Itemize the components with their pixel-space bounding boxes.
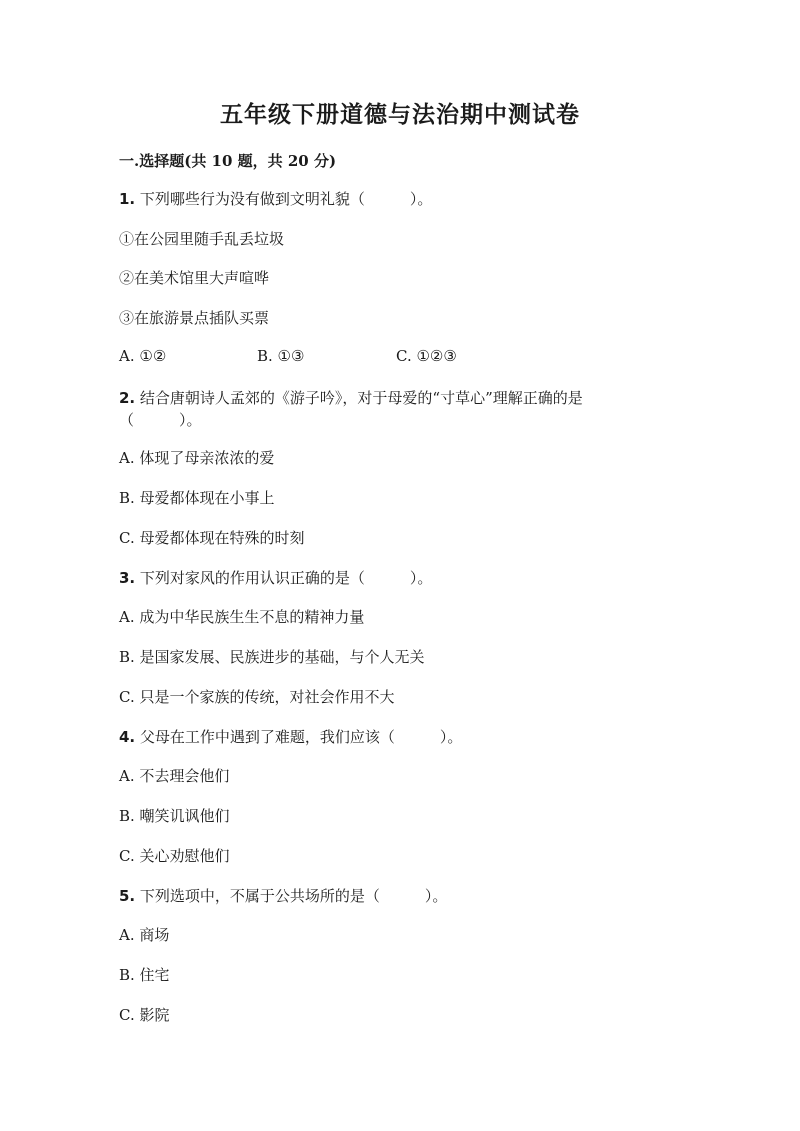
question-number: 2. xyxy=(119,389,136,407)
option-b: B. 住宅 xyxy=(119,966,170,984)
question-stem: 父母在工作中遇到了难题，我们应该（ ）。 xyxy=(139,728,463,746)
option-b: B. 母爱都体现在小事上 xyxy=(119,489,275,507)
question-2 xyxy=(119,387,583,408)
statement-3: ③在旅游景点插队买票 xyxy=(119,309,270,327)
question-3 xyxy=(119,567,432,588)
statement-2: ②在美术馆里大声喧哗 xyxy=(119,269,270,287)
question-number: 3. xyxy=(119,569,136,587)
question-stem: 下列选项中，不属于公共场所的是（ ）。 xyxy=(139,887,448,905)
option-a: A. 商场 xyxy=(119,926,170,944)
option-b: B. 嘲笑讥讽他们 xyxy=(119,807,230,825)
question-stem: 结合唐朝诗人孟郊的《游子吟》，对于母爱的“寸草心”理解正确的是 xyxy=(139,389,583,407)
option-c: C. ①②③ xyxy=(396,347,457,365)
question-number: 1. xyxy=(119,190,136,208)
option-c: C. 母爱都体现在特殊的时刻 xyxy=(119,529,305,547)
option-a: A. 成为中华民族生生不息的精神力量 xyxy=(119,608,365,626)
section-heading: 一.选择题(共 10 题，共 20 分) xyxy=(119,152,337,170)
question-stem-continued: （ ）。 xyxy=(119,411,202,429)
question-stem: 下列哪些行为没有做到文明礼貌（ ）。 xyxy=(139,190,433,208)
option-b: B. ①③ xyxy=(257,347,305,365)
option-c: C. 只是一个家族的传统，对社会作用不大 xyxy=(119,688,395,706)
option-a: A. 体现了母亲浓浓的爱 xyxy=(119,449,275,467)
option-c: C. 影院 xyxy=(119,1006,170,1024)
question-5 xyxy=(119,885,447,906)
question-stem: 下列对家风的作用认识正确的是（ ）。 xyxy=(139,569,433,587)
question-4 xyxy=(119,726,462,747)
page-title: 五年级下册道德与法治期中测试卷 xyxy=(220,101,580,128)
option-a: A. 不去理会他们 xyxy=(119,767,230,785)
option-b: B. 是国家发展、民族进步的基础，与个人无关 xyxy=(119,648,425,666)
option-a: A. ①② xyxy=(119,347,167,365)
option-c: C. 关心劝慰他们 xyxy=(119,847,230,865)
statement-1: ①在公园里随手乱丢垃圾 xyxy=(119,230,285,248)
question-number: 4. xyxy=(119,728,136,746)
question-1 xyxy=(119,188,432,209)
question-number: 5. xyxy=(119,887,136,905)
